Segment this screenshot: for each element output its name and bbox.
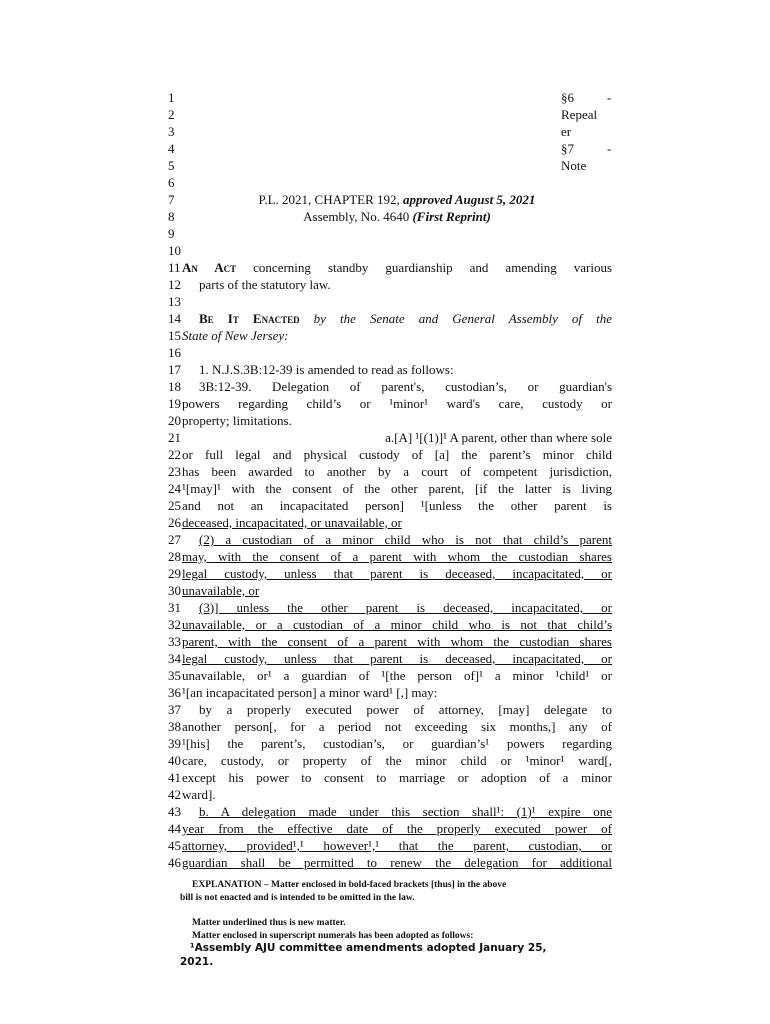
document-line [168,260,612,276]
document-line [168,209,612,225]
line-number: 25 [168,498,181,513]
act-title [182,260,612,276]
body-text: another person[, for a period not exceeding six months,] any of [182,719,612,734]
line-number: 30 [168,583,181,598]
line-number: 2 [168,107,175,122]
body-text: powers regarding child’s or ¹minor¹ ward's care, custody or [182,396,612,411]
line-number: 43 [168,804,181,819]
body-text: ¹[may]¹ with the consent of the other parent, [if the latter is living [182,481,612,496]
document-line [168,124,612,140]
body-text: and not an incapacitated person] ¹[unless the other parent is [182,498,612,513]
enacting-text: State of New Jersey: [182,328,289,343]
document-line [168,379,612,395]
side-note-section: §6 [561,90,574,105]
document-line [168,821,612,837]
line-number: 23 [168,464,181,479]
document-line [168,753,612,769]
enacting-label: Be It Enacted [199,311,300,326]
document-line [168,243,612,259]
body-text: care, custody, or property of the minor child or ¹minor¹ ward[, [182,753,612,768]
body-text: deceased, incapacitated, or unavailable, or [182,515,402,530]
document-line [168,634,612,650]
act-title-text: concerning standby guardianship and amending various [236,260,612,275]
side-note-word: Repeal [561,107,598,122]
side-note-word: Note [561,158,587,173]
document-line [168,770,612,786]
line-number: 38 [168,719,181,734]
line-number: 12 [168,277,181,292]
document-line [168,498,612,514]
document-line [168,838,612,854]
line-number: 5 [168,158,175,173]
line-number: 40 [168,753,181,768]
line-number: 46 [168,855,181,870]
body-text: b. A delegation made under this section shall¹: (1)¹ expire one [199,804,612,819]
document-line [168,702,612,718]
enacting-clause [182,311,612,327]
line-number: 36 [168,685,181,700]
body-text: except his power to consent to marriage or adoption of a minor [182,770,612,785]
document-line [168,600,612,616]
bill-reprint: (First Reprint) [412,209,491,224]
document-line [168,396,612,412]
document-line [168,413,612,429]
body-text: a.[A] ¹[(1)]¹ A parent, other than where sole [385,430,612,445]
line-number: 7 [168,192,175,207]
explanation-text: Matter enclosed in superscript numerals has been adopted as follows: [192,931,474,941]
explanation-text: EXPLANATION – Matter enclosed in bold-faced brackets [thus] in the above [192,880,507,890]
document-line [168,447,612,463]
line-number: 17 [168,362,181,377]
document-line [168,787,612,803]
line-number: 24 [168,481,181,496]
document-line [168,549,612,565]
bill-number [182,209,612,225]
act-label: An Act [182,260,237,275]
document-line [168,855,612,871]
line-number: 13 [168,294,181,309]
document-line [168,651,612,667]
document-line [168,158,612,174]
body-text: (2) a custodian of a minor child who is not that child’s parent [199,532,612,547]
line-number: 27 [168,532,181,547]
amendment-note: 2021. [180,956,214,968]
body-text: by a properly executed power of attorney, [may] delegate to [199,702,612,717]
bill-name: Assembly, No. 4640 [303,209,413,224]
line-number: 45 [168,838,181,853]
line-number: 33 [168,634,181,649]
document-line [168,566,612,582]
line-number: 20 [168,413,181,428]
document-line [168,107,612,123]
line-number: 9 [168,226,175,241]
document-line [168,804,612,820]
body-text: unavailable, or¹ a guardian of ¹[the person of]¹ a minor ¹child¹ or [182,668,612,683]
document-line [168,362,612,378]
line-number: 16 [168,345,181,360]
law-chapter: P.L. 2021, CHAPTER 192, [258,192,404,207]
line-number: 32 [168,617,181,632]
line-number: 26 [168,515,181,530]
body-text: legal custody, unless that parent is deceased, incapacitated, or [182,651,612,666]
line-number: 42 [168,787,181,802]
body-text: 3B:12-39. Delegation of parent's, custodian’s, or guardian's [199,379,612,394]
body-text: ward]. [182,787,216,802]
document-line [168,668,612,684]
side-note-dash: - [607,141,612,156]
body-text: property; limitations. [182,413,292,428]
document-line [168,532,612,548]
body-text: may, with the consent of a parent with whom the custodian shares [182,549,612,564]
body-text: (3)] unless the other parent is deceased, incapacitated, or [199,600,612,615]
line-number: 37 [168,702,181,717]
document-line [168,515,612,531]
side-note-dash: - [607,90,612,105]
document-line [168,328,612,344]
line-number: 29 [168,566,181,581]
explanation-text: Matter underlined thus is new matter. [192,918,346,928]
document-line [168,345,612,361]
document-line [168,719,612,735]
body-text: unavailable, or a custodian of a minor child who is not that child’s [182,617,612,632]
line-number: 22 [168,447,181,462]
law-citation [182,192,612,208]
line-number: 35 [168,668,181,683]
explanation-text: bill is not enacted and is intended to be omitted in the law. [180,893,415,903]
body-text: ¹[his] the parent’s, custodian’s, or guardian’s¹ powers regarding [182,736,612,751]
body-text: 1. N.J.S.3B:12-39 is amended to read as follows: [199,362,454,377]
body-text: legal custody, unless that parent is deceased, incapacitated, or [182,566,612,581]
body-text: parent, with the consent of a parent with whom the custodian shares [182,634,612,649]
side-note-word: er [561,124,572,139]
line-number: 6 [168,175,175,190]
line-number: 11 [168,260,181,275]
line-number: 41 [168,770,181,785]
document-line [168,294,612,310]
document-line [168,736,612,752]
body-text: or full legal and physical custody of [a] the parent’s minor child [182,447,612,462]
line-number: 34 [168,651,181,666]
line-number: 14 [168,311,181,326]
document-line [168,277,612,293]
document-line [168,464,612,480]
side-note-section: §7 [561,141,574,156]
act-title-text: parts of the statutory law. [199,277,331,292]
document-line [168,430,612,446]
line-number: 4 [168,141,175,156]
document-line [168,583,612,599]
line-number: 18 [168,379,181,394]
line-number: 21 [168,430,181,445]
line-number: 15 [168,328,181,343]
line-number: 3 [168,124,175,139]
line-number: 19 [168,396,181,411]
enacting-text: by the Senate and General Assembly of the [299,311,612,326]
document-line [168,481,612,497]
body-text: unavailable, or [182,583,260,598]
law-approved-date: approved August 5, 2021 [403,192,536,207]
line-number: 10 [168,243,181,258]
document-line [168,90,612,106]
body-text: guardian shall be permitted to renew the delegation for additional [182,855,612,870]
document-line [168,617,612,633]
document-line [168,192,612,208]
document-line [168,685,612,701]
document-line [168,141,612,157]
line-number: 8 [168,209,175,224]
line-number: 39 [168,736,181,751]
body-text: has been awarded to another by a court of competent jurisdiction, [182,464,612,479]
body-text: ¹[an incapacitated person] a minor ward¹ [,] may: [182,685,438,700]
body-text: attorney, provided¹,¹ however¹,¹ that the parent, custodian, or [182,838,612,853]
line-number: 44 [168,821,181,836]
document-line [168,226,612,242]
document-line [168,175,612,191]
line-number: 28 [168,549,181,564]
body-text: year from the effective date of the properly executed power of [182,821,612,836]
line-number: 1 [168,90,175,105]
amendment-note: ¹Assembly AJU committee amendments adopted January 25, [190,942,547,954]
document-line [168,311,612,327]
line-number: 31 [168,600,181,615]
